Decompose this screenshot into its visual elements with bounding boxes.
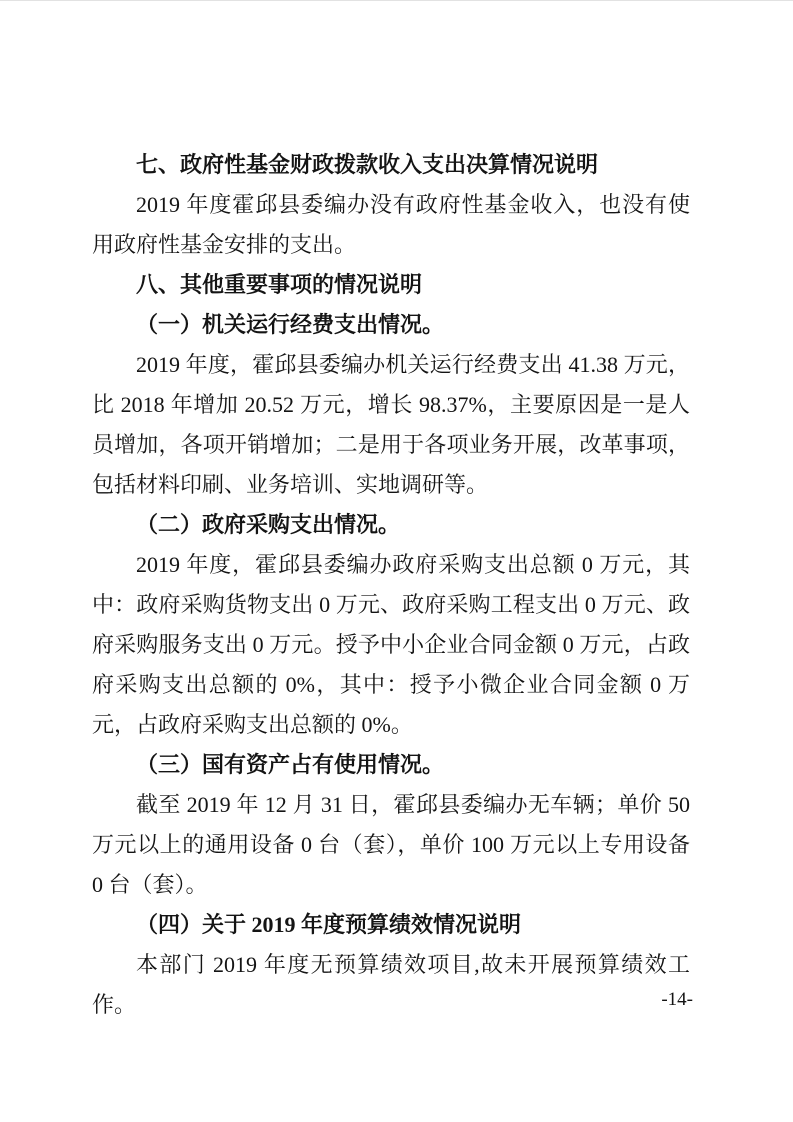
subsection-heading-state-assets: （三）国有资产占有使用情况。 [136, 752, 445, 777]
section-heading-gov-fund: 七、政府性基金财政拨款收入支出决算情况说明 [136, 152, 599, 177]
section-heading-other-matters: 八、其他重要事项的情况说明 [136, 272, 423, 297]
page-number: -14- [661, 989, 693, 1010]
paragraph-gov-fund: 2019 年度霍邱县委编办没有政府性基金收入，也没有使用政府性基金安排的支出。 [92, 192, 690, 257]
paragraph-operating-expense: 2019 年度，霍邱县委编办机关运行经费支出 41.38 万元，比 2018 年增加 20.52 万元，增长 98.37%，主要原因是一是人员增加，各项开销增加；二是用于各项业务开展，改革事项，包括材料印刷、业务培训、实地调研等。 [92, 352, 690, 497]
paragraph-budget-performance: 本部门 2019 年度无预算绩效项目,故未开展预算绩效工作。 [92, 952, 690, 1017]
subsection-heading-procurement: （二）政府采购支出情况。 [136, 512, 401, 537]
document-body [92, 145, 690, 1025]
subsection-heading-budget-performance: （四）关于 2019 年度预算绩效情况说明 [136, 912, 522, 937]
paragraph-state-assets: 截至 2019 年 12 月 31 日，霍邱县委编办无车辆；单价 50 万元以上的通用设备 0 台（套），单价 100 万元以上专用设备 0 台（套）。 [92, 792, 690, 897]
subsection-heading-operating-expense: （一）机关运行经费支出情况。 [136, 312, 445, 337]
paragraph-procurement: 2019 年度，霍邱县委编办政府采购支出总额 0 万元，其中：政府采购货物支出 0 万元、政府采购工程支出 0 万元、政府采购服务支出 0 万元。授予中小企业合同金额 0 万元，占政府采购支出总额的 0%，其中：授予小微企业合同金额 0 万元，占政府采购支出总额的 0%。 [92, 552, 690, 737]
